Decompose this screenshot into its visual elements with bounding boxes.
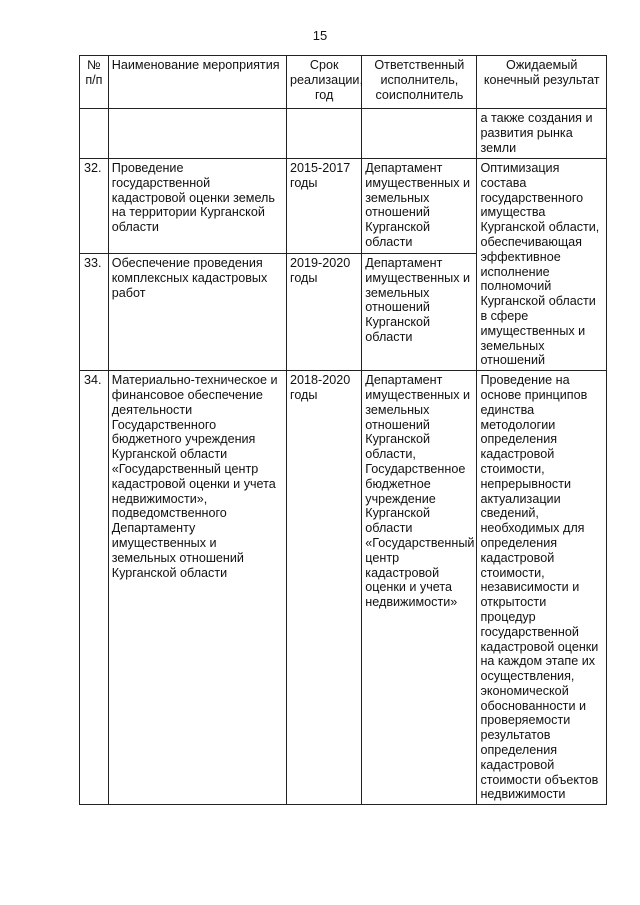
header-result: Ожидаемый конечный результат xyxy=(477,56,607,109)
cell-num: 33. xyxy=(80,253,109,370)
header-term: Срок реализации, год xyxy=(287,56,362,109)
cell-responsible: Департамент имущественных и земельных отношений Курганской области, Государственное бюджетное учреждение Курганской области «Государственный центр кадастровой оценки и учета недвижимости» xyxy=(362,371,477,805)
table-row-32 xyxy=(80,159,607,254)
cell-result: Проведение на основе принципов единства методологии определения кадастровой стоимости, непрерывности актуализации сведений, необходимых для определения кадастровой стоимости, независимости и открытости процедур государственной кадастровой оценки на каждом этапе их осуществления, экономической обоснованности и проверяемости результатов определения кадастровой стоимости объектов недвижимости xyxy=(477,371,607,805)
header-num: № п/п xyxy=(80,56,109,109)
cell-term: 2019-2020 годы xyxy=(287,253,362,370)
cell-term: 2018-2020 годы xyxy=(287,371,362,805)
activities-table xyxy=(79,55,607,805)
table-row-34 xyxy=(80,371,607,805)
cell-term xyxy=(287,109,362,159)
cell-name: Материально-техническое и финансовое обеспечение деятельности Государственного бюджетного учреждения Курганской области «Государственный центр кадастровой оценки и учета недвижимости», подведомственного Департаменту имущественных и земельных отношений Курганской области xyxy=(108,371,286,805)
cell-name: Обеспечение проведения комплексных кадастровых работ xyxy=(108,253,286,370)
cell-result: а также создания и развития рынка земли xyxy=(477,109,607,159)
cell-num: 34. xyxy=(80,371,109,805)
cell-result-shared: Оптимизация состава государственного имущества Курганской области, обеспечивающая эффективное исполнение полномочий Курганской области в сфере имущественных и земельных отношений xyxy=(477,159,607,371)
cell-term: 2015-2017 годы xyxy=(287,159,362,254)
page-number: 15 xyxy=(312,28,328,43)
table-header-row xyxy=(80,56,607,109)
cell-name: Проведение государственной кадастровой оценки земель на территории Курганской области xyxy=(108,159,286,254)
table-row-continuation xyxy=(80,109,607,159)
cell-responsible xyxy=(362,109,477,159)
cell-num xyxy=(80,109,109,159)
header-name: Наименование мероприятия xyxy=(108,56,286,109)
cell-num: 32. xyxy=(80,159,109,254)
header-responsible: Ответственный исполнитель, соисполнитель xyxy=(362,56,477,109)
cell-name xyxy=(108,109,286,159)
cell-responsible: Департамент имущественных и земельных отношений Курганской области xyxy=(362,159,477,254)
cell-responsible: Департамент имущественных и земельных отношений Курганской области xyxy=(362,253,477,370)
